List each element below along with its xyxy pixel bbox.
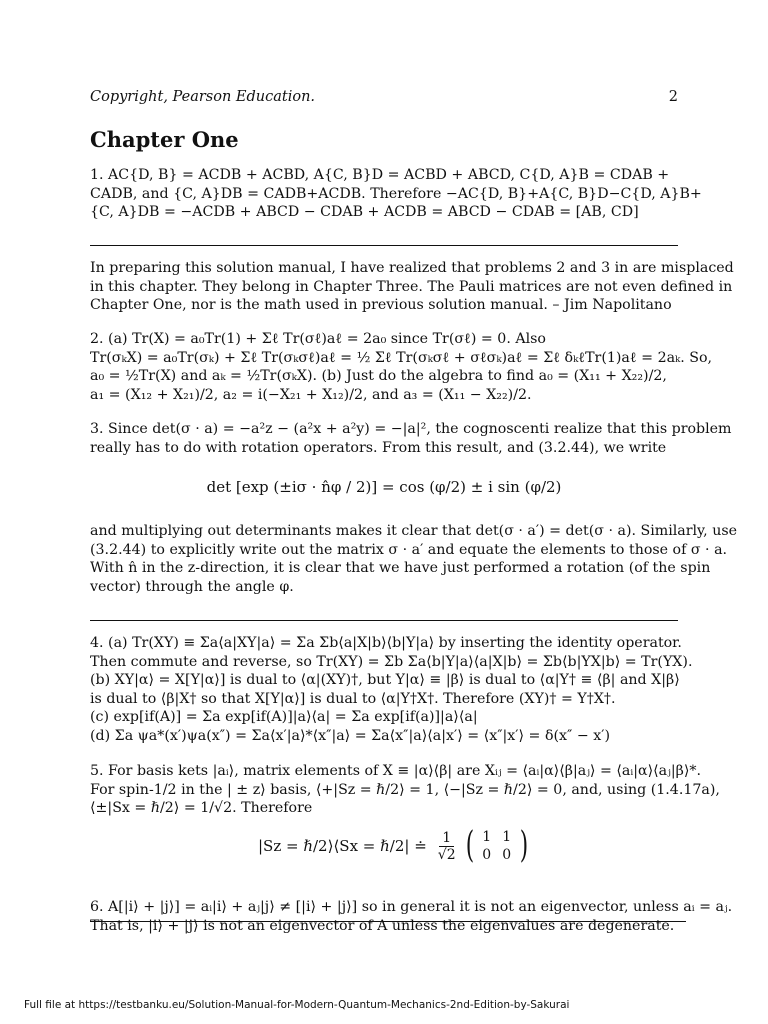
editor-note	[90, 259, 734, 315]
problem-5-line: 5. For basis kets |aᵢ⟩, matrix elements of X ≡ |α⟩⟨β| are Xᵢⱼ = ⟨aᵢ|α⟩⟨β|aⱼ⟩ = ⟨aᵢ|α⟩⟨aⱼ|β⟩*.	[90, 763, 701, 779]
problem-3-conclusion	[90, 522, 738, 596]
fraction	[435, 830, 459, 863]
problem-6	[90, 898, 733, 935]
problem-2-line: 2. (a) Tr(X) = a₀Tr(1) + Σℓ Tr(σℓ)aℓ = 2a₀ since Tr(σℓ) = 0. Also	[90, 331, 546, 347]
problem-6-line: That is, |i⟩ + |j⟩ is not an eigenvector of A unless the eigenvalues are degenerate.	[90, 917, 675, 934]
problem-2	[90, 330, 713, 404]
problem-1	[90, 166, 702, 222]
note-line: in this chapter. They belong in Chapter Three. The Pauli matrices are not even defined in	[90, 278, 733, 295]
problem-4-line: (d) Σa ψa*(x′)ψa(x″) = Σa⟨x′|a⟩*⟨x″|a⟩ = Σa⟨x″|a⟩⟨a|x′⟩ = ⟨x″|x′⟩ = δ(x″ − x′)	[90, 727, 610, 744]
page-number: 2	[668, 89, 678, 105]
problem-6-line: 6. A[|i⟩ + |j⟩] = aᵢ|i⟩ + aⱼ|j⟩ ≠ [|i⟩ + |j⟩] so in general it is not an eigenvector, unless aᵢ = aⱼ.	[90, 899, 733, 915]
matrix-body	[477, 829, 517, 863]
problem-3-line: 3. Since det(σ · a) = −a²z − (a²x + a²y) = −|a|², the cognoscenti realize that this problem	[90, 421, 732, 437]
footer-link-text: Full file at https://testbanku.eu/Solution-Manual-for-Modern-Quantum-Mechanics-2nd-Edition-by-Sakurai	[24, 999, 570, 1011]
fraction-denominator: √2	[437, 846, 456, 863]
matrix-cell: 0	[502, 847, 512, 863]
problem-4-line: is dual to ⟨β|X† so that X[Y|α⟩] is dual to ⟨α|Y†X†. Therefore (XY)† = Y†X†.	[90, 690, 616, 707]
matrix	[463, 825, 531, 866]
fraction-numerator: 1	[439, 830, 454, 847]
problem-4	[90, 634, 693, 746]
problem-3-intro	[90, 420, 732, 457]
projector-matrix-equation	[258, 825, 531, 866]
note-line: Chapter One, nor is the math used in previous solution manual. – Jim Napolitano	[90, 297, 672, 314]
equation-lhs: |Sz = ℏ/2⟩⟨Sx = ℏ/2| ≐	[258, 837, 427, 855]
matrix-cell: 1	[502, 829, 512, 845]
problem-5-line: ⟨±|Sx = ℏ/2⟩ = 1/√2. Therefore	[90, 800, 313, 817]
problem-2-line: a₀ = ½Tr(X) and aₖ = ½Tr(σₖX). (b) Just do the algebra to find a₀ = (X₁₁ + X₂₂)/2,	[90, 368, 667, 385]
problem-1-line: 1. AC{D, B} = ACDB + ACBD, A{C, B}D = ACBD + ABCD, C{D, A}B = CDAB +	[90, 167, 670, 183]
problem-1-line: {C, A}DB = −ACDB + ABCD − CDAB + ACDB = ABCD − CDAB = [AB, CD]	[90, 204, 639, 221]
section-divider	[90, 620, 678, 621]
problem-3-line: and multiplying out determinants makes it clear that det(σ · a′) = det(σ · a). Similarly, use	[90, 523, 738, 539]
copyright-notice: Copyright, Pearson Education.	[90, 89, 316, 105]
problem-1-line: CADB, and {C, A}DB = CADB+ACDB. Therefore −AC{D, B}+A{C, B}D−C{D, A}B+	[90, 185, 702, 202]
rotation-determinant-equation: det [exp (±iσ · n̂φ / 2)] = cos (φ/2) ± i sin (φ/2)	[206, 478, 562, 496]
problem-4-line: 4. (a) Tr(XY) ≡ Σa⟨a|XY|a⟩ = Σa Σb⟨a|X|b⟩⟨b|Y|a⟩ by inserting the identity operator.	[90, 635, 682, 651]
page-header	[90, 89, 678, 105]
section-divider	[90, 245, 678, 246]
problem-4-line: (c) exp[if(A)] = Σa exp[if(A)]|a⟩⟨a| = Σa exp[if(a)]|a⟩⟨a|	[90, 709, 478, 726]
chapter-title: Chapter One	[90, 127, 239, 152]
matrix-cell: 1	[482, 829, 492, 845]
strike-line	[90, 921, 686, 922]
problem-3-line: vector) through the angle φ.	[90, 578, 294, 595]
problem-3-line: With n̂ in the z-direction, it is clear that we have just performed a rotation (of the spin	[90, 560, 711, 577]
matrix-left-paren: (	[465, 825, 474, 866]
problem-2-line: a₁ = (X₁₂ + X₂₁)/2, a₂ = i(−X₂₁ + X₁₂)/2, and a₃ = (X₁₁ − X₂₂)/2.	[90, 386, 532, 403]
problem-4-line: Then commute and reverse, so Tr(XY) = Σb Σa⟨b|Y|a⟩⟨a|X|b⟩ = Σb⟨b|YX|b⟩ = Tr(YX).	[90, 653, 693, 670]
problem-3-line: (3.2.44) to explicitly write out the matrix σ · a′ and equate the elements to those of σ · a.	[90, 541, 728, 558]
problem-3-line: really has to do with rotation operators. From this result, and (3.2.44), we write	[90, 439, 667, 456]
problem-5-intro	[90, 762, 720, 818]
problem-5-line: For spin-1/2 in the | ± z⟩ basis, ⟨+|Sz = ℏ/2⟩ = 1, ⟨−|Sz = ℏ/2⟩ = 0, and, using (1.4.17a),	[90, 781, 720, 798]
problem-2-line: Tr(σₖX) = a₀Tr(σₖ) + Σℓ Tr(σₖσℓ)aℓ = ½ Σℓ Tr(σₖσℓ + σℓσₖ)aℓ = Σℓ δₖℓTr(1)aℓ = 2aₖ. So,	[90, 349, 713, 366]
matrix-right-paren: )	[519, 825, 528, 866]
note-line: In preparing this solution manual, I have realized that problems 2 and 3 in are misplaced	[90, 260, 734, 276]
problem-4-line: (b) XY|α⟩ = X[Y|α⟩] is dual to ⟨α|(XY)†, but Y|α⟩ ≡ |β⟩ is dual to ⟨α|Y† ≡ ⟨β| and X|β⟩	[90, 672, 680, 689]
matrix-cell: 0	[482, 847, 492, 863]
